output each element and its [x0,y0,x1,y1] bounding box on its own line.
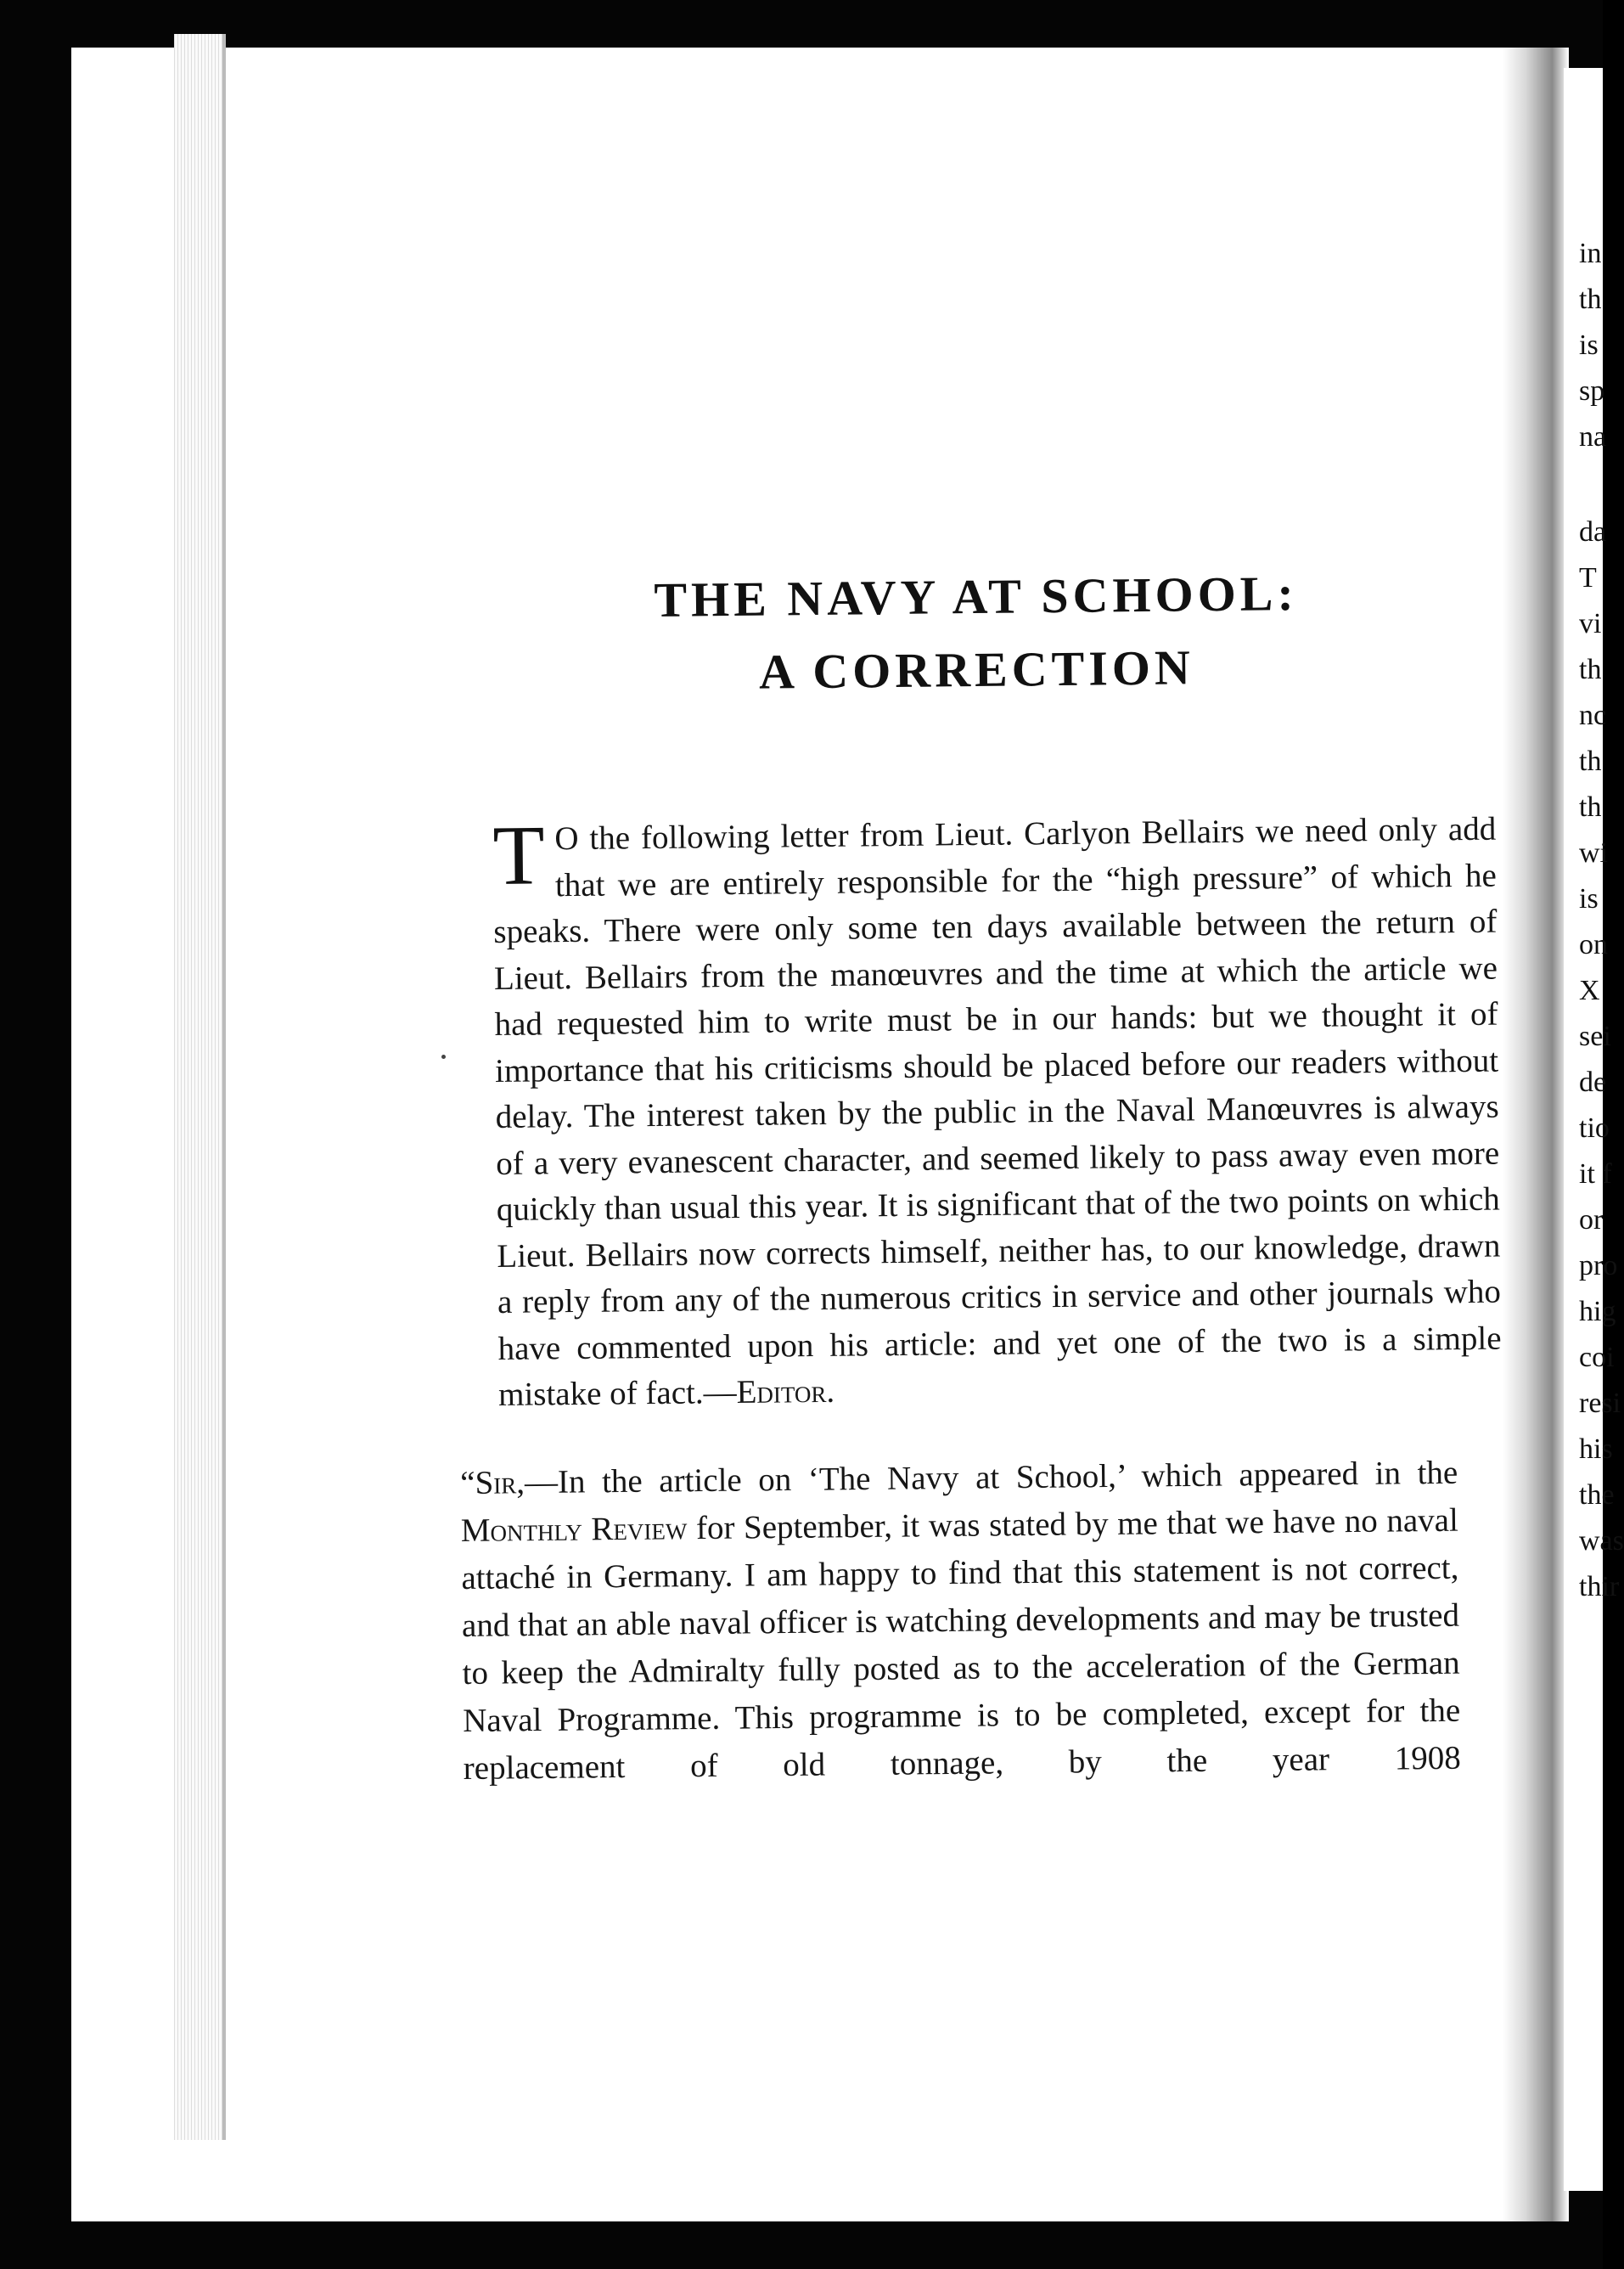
facing-page-fragment: wi [1579,837,1608,869]
facing-page-fragment: the [1579,1479,1615,1511]
book-gutter-shadow [1503,48,1569,2221]
facing-page-fragment: resi [1579,1388,1621,1419]
letter-text-part-2: for September, it was stated by me that we have no naval attaché in Germany. I am happy to find that this statement is not correct, and that an able naval officer is watching developments and may be trusted to keep the Admiralty fully posted as to the acceleration of the German Naval Programme. This programme is to be completed, except for the replacement of old tonnage, by the year 1908 [461,1501,1461,1787]
facing-page [1564,68,1624,2191]
facing-page-fragment: T [1579,562,1597,594]
article-title [458,555,1495,712]
page-stack-edges [174,34,225,2140]
facing-page-fragment: th [1579,654,1602,685]
ink-speck [441,1055,446,1059]
title-line-2: A CORRECTION [758,639,1195,700]
letter-text-part-1: —In the article on ‘The Navy at School,’ which appeared in the [524,1454,1458,1500]
facing-page-fragment: de [1579,1067,1607,1098]
journal-name: Monthly Review [460,1509,688,1549]
facing-page-fragment: th [1579,746,1602,777]
facing-page-fragment: vi [1579,608,1602,639]
facing-page-fragment: X [1579,975,1600,1006]
facing-page-fragment: it f [1579,1158,1612,1190]
title-line-1: THE NAVY AT SCHOOL: [654,566,1299,628]
facing-page-fragment: da [1579,516,1607,548]
facing-page-fragment: on [1579,929,1608,960]
editor-signature: Editor. [736,1372,835,1411]
facing-page-fragment: sp [1579,375,1605,407]
facing-page-fragment: tio [1579,1112,1610,1144]
letter-body [460,1449,1461,1792]
facing-page-fragment: is [1579,329,1599,361]
facing-page-fragment: or [1579,1204,1604,1236]
facing-page-fragment: na [1579,421,1607,453]
facing-page-fragment: was [1579,1525,1624,1557]
drop-cap: T [492,808,546,903]
left-page-content [458,560,1502,1826]
facing-page-fragment: coi [1579,1342,1615,1373]
facing-page-fragment: th [1579,284,1602,315]
facing-page-fragment: thir [1579,1571,1620,1602]
facing-page-fragment: pro [1579,1250,1618,1281]
editor-note [492,807,1502,1419]
facing-page-fragment: sei [1579,1021,1611,1052]
page-edge-shadow [222,34,226,2140]
facing-page-fragment: is [1579,883,1599,915]
facing-page-fragment: hig [1579,1296,1616,1327]
facing-page-fragment: in [1579,238,1602,269]
facing-page-fragment: his [1579,1433,1613,1465]
facing-page-fragment: nc [1579,700,1607,731]
editor-note-text: O the following letter from Lieut. Carlyon Bellairs we need only add that we are entirely responsible for the “high pressure” of which he speaks. There were only some ten days available between the return of Lieut. Bellairs from the manœuvres and the time at which the article we had requested him to write must be in our hands: but we thought it of importance that his criticisms should be placed before our readers without delay. The interest taken by the public in the Naval Manœuvres is always of a very evanescent character, and seemed likely to pass away even more quickly than usual this year. It is significant that of the two points on which Lieut. Bellairs now corrects himself, neither has, to our knowledge, drawn a reply from any of the numerous critics in service and other journals who have commented upon his article: and yet one of the two is a simple mistake of fact.— [493,810,1502,1413]
letter-salutation: “Sir, [460,1463,525,1501]
facing-page-fragment: th [1579,791,1602,823]
